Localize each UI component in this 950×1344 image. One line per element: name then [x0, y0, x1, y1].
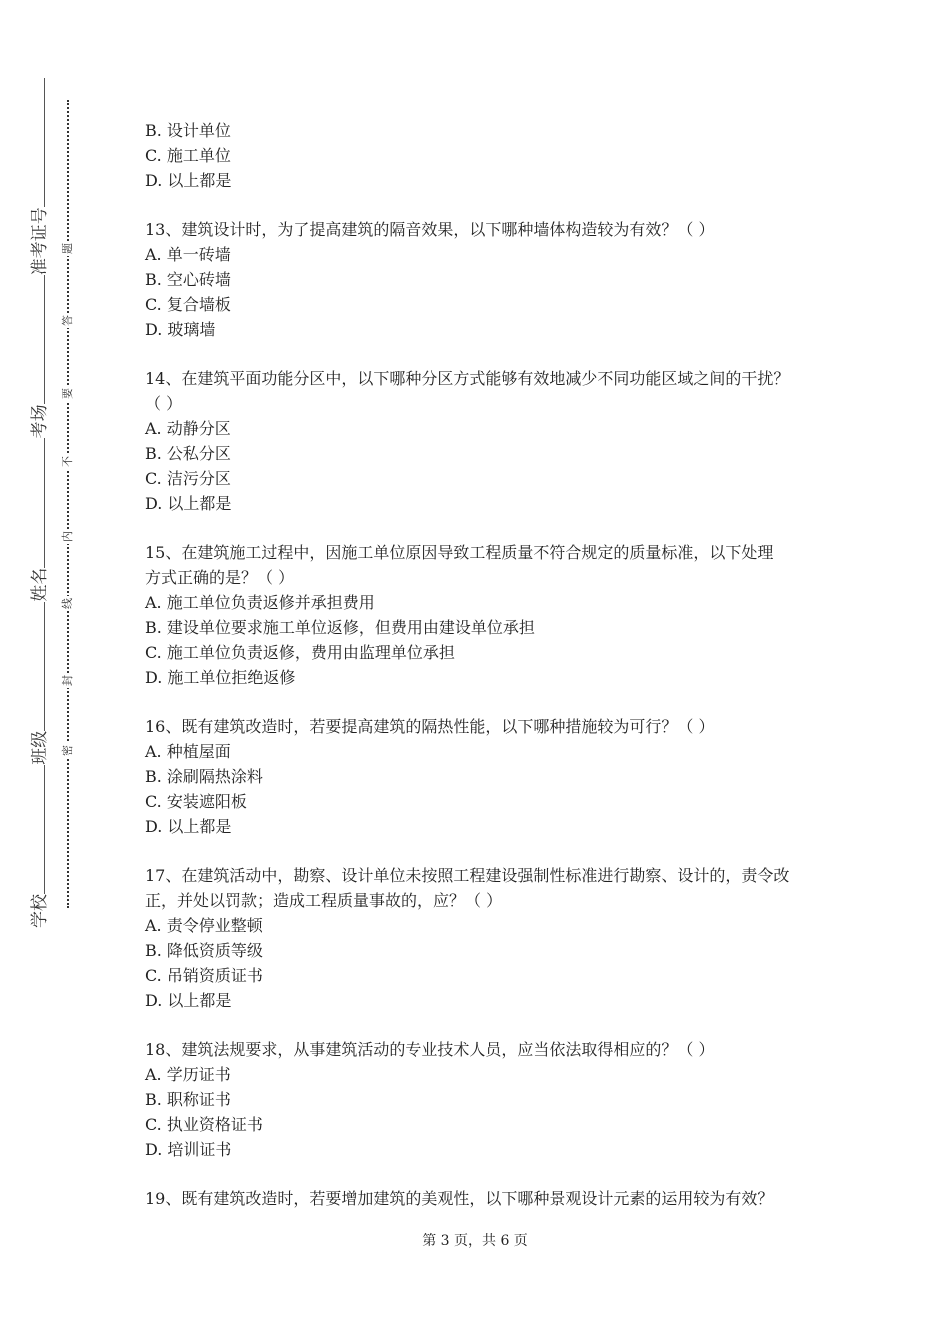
seal-char: 答 [61, 315, 74, 326]
seal-char: 线 [61, 598, 74, 609]
option: A. 责令停业整顿 [145, 916, 263, 935]
question-text: （ ） [145, 394, 183, 413]
seal-char: 封 [61, 675, 74, 686]
question-text: 16、既有建筑改造时，若要提高建筑的隔热性能，以下哪种措施较为可行？（ ） [145, 717, 715, 736]
option: C. 施工单位 [145, 146, 231, 165]
option: C. 复合墙板 [145, 295, 231, 314]
option: C. 吊销资质证书 [145, 966, 263, 985]
option: D. 以上都是 [145, 991, 232, 1010]
seal-char: 题 [61, 243, 74, 254]
option: B. 降低资质等级 [145, 941, 263, 960]
option: B. 空心砖墙 [145, 270, 231, 289]
seal-line [60, 100, 76, 908]
seal-char: 要 [61, 388, 74, 399]
seal-char: 内 [61, 531, 74, 542]
room-field[interactable] [44, 275, 45, 404]
seal-char: 不 [61, 456, 74, 467]
name-field[interactable] [44, 438, 45, 567]
question-text: 18、建筑法规要求，从事建筑活动的专业技术人员，应当依法取得相应的？（ ） [145, 1040, 715, 1059]
page-footer: 第 3 页，共 6 页 [422, 1233, 528, 1249]
option: D. 以上都是 [145, 494, 232, 513]
spacer [145, 342, 825, 366]
spacer [145, 1013, 825, 1037]
option: C. 洁污分区 [145, 469, 231, 488]
question-text: 13、建筑设计时，为了提高建筑的隔音效果，以下哪种墙体构造较为有效？（ ） [145, 220, 715, 239]
option: D. 玻璃墙 [145, 320, 216, 339]
option: C. 执业资格证书 [145, 1115, 263, 1134]
option: B. 公私分区 [145, 444, 231, 463]
question [145, 540, 825, 690]
question [145, 863, 825, 1013]
spacer [145, 690, 825, 714]
option: C. 安装遮阳板 [145, 792, 247, 811]
option: D. 以上都是 [145, 171, 232, 190]
question-text: 19、既有建筑改造时，若要增加建筑的美观性，以下哪种景观设计元素的运用较为有效？ [145, 1189, 774, 1208]
option: C. 施工单位负责返修，费用由监理单位承担 [145, 643, 455, 662]
question-text: 15、在建筑施工过程中，因施工单位原因导致工程质量不符合规定的质量标准，以下处理 [145, 543, 774, 562]
question-text: 17、在建筑活动中，勘察、设计单位未按照工程建设强制性标准进行勘察、设计的，责令改 [145, 866, 790, 885]
option: A. 施工单位负责返修并承担费用 [145, 593, 375, 612]
option: D. 以上都是 [145, 817, 232, 836]
spacer [145, 1162, 825, 1186]
option: D. 施工单位拒绝返修 [145, 668, 296, 687]
seal-char: 密 [61, 745, 74, 756]
question-text: 方式正确的是？（ ） [145, 568, 295, 587]
class-label: 班级 [29, 730, 50, 765]
question [145, 714, 825, 839]
question [145, 217, 825, 342]
option: B. 建设单位要求施工单位返修，但费用由建设单位承担 [145, 618, 535, 637]
room-label: 考场 [29, 404, 50, 439]
question [145, 1186, 825, 1211]
option: D. 培训证书 [145, 1140, 232, 1159]
class-field[interactable] [44, 602, 45, 731]
spacer [145, 516, 825, 540]
option: B. 设计单位 [145, 121, 231, 140]
dotted-line [67, 100, 69, 908]
option: B. 职称证书 [145, 1090, 231, 1109]
exam-id-field[interactable] [44, 78, 45, 207]
question-text: 14、在建筑平面功能分区中，以下哪种分区方式能够有效地减少不同功能区域之间的干扰？ [145, 369, 790, 388]
question [145, 1037, 825, 1162]
student-info-strip [22, 78, 52, 928]
option: A. 种植屋面 [145, 742, 231, 761]
spacer [145, 839, 825, 863]
school-field[interactable] [44, 765, 45, 894]
option: A. 动静分区 [145, 419, 231, 438]
exam-id-label: 准考证号 [29, 207, 50, 276]
name-label: 姓名 [29, 567, 50, 602]
option: B. 涂刷隔热涂料 [145, 767, 263, 786]
question-text: 正，并处以罚款；造成工程质量事故的，应？（ ） [145, 891, 503, 910]
option: A. 学历证书 [145, 1065, 231, 1084]
school-label: 学校 [29, 894, 50, 928]
question-list [145, 118, 825, 1211]
question [145, 366, 825, 516]
spacer [145, 193, 825, 217]
option: A. 单一砖墙 [145, 245, 231, 264]
